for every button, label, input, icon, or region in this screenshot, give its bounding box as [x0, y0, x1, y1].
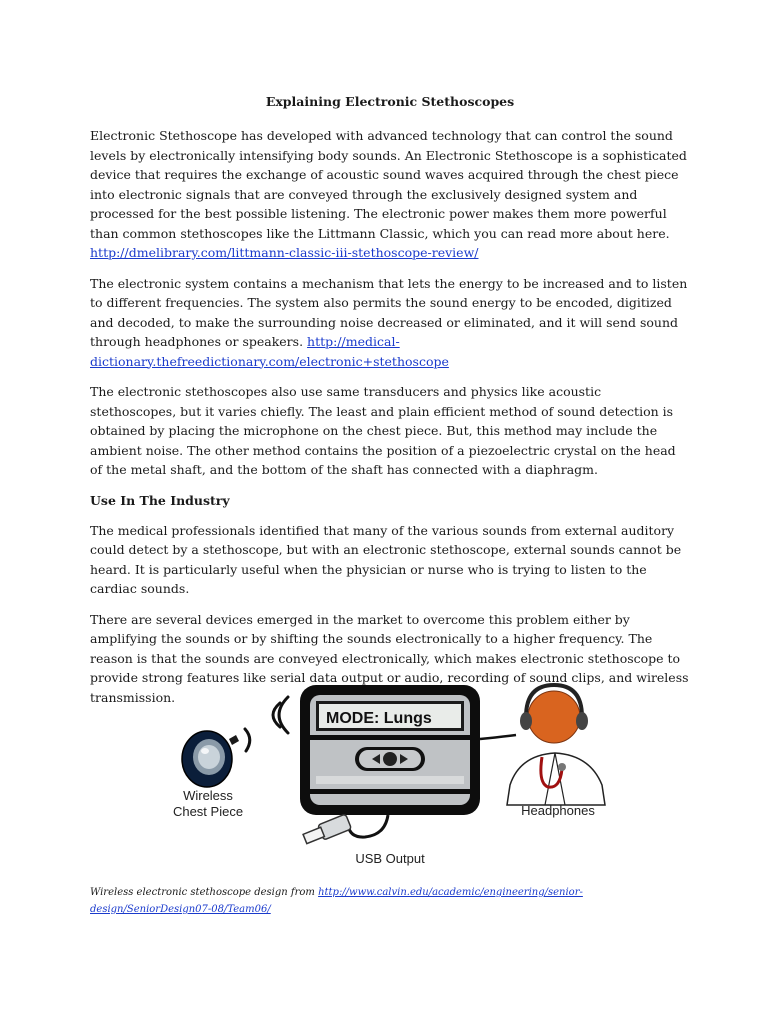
- paragraph-5: There are several devices emerged in the market to overcome this problem either by amplifying the sounds or by shifting the sounds electronically to a higher frequency. The reason is that the sounds are conveyed electronically, which makes electronic stethoscope to provide strong features like serial data output or audio, recording of sound clips, and wireless transmission.: [90, 611, 689, 705]
- medical-dictionary-link[interactable]: http://medical-dictionary.thefreedictionary.com/electronic+stethoscope: [90, 334, 449, 369]
- label-usb-output: USB Output: [355, 851, 425, 866]
- paragraph-4: The medical professionals identified that many of the various sounds from external auditory could detect by a stethoscope, but with an electronic stethoscope, external sounds cannot be heard. It is particularly useful when the physician or nurse who is trying to listen to the cardiac sounds.: [90, 522, 682, 596]
- paragraph-1-text: Electronic Stethoscope has developed with advanced technology that can control the sound levels by electronically intensifying body sounds. An Electronic Stethoscope is a sophisticated device that requires the exchange of acoustic sound waves acquired through the chest piece into electronic signals that are conveyed through the exclusively designed system and processed for the best possible listening. The electronic power makes them more powerful than common stethoscopes like the Littmann Classic, which you can read more about here.: [90, 128, 687, 241]
- document-body: [90, 92, 690, 718]
- section-heading-industry: Use In The Industry: [90, 492, 230, 508]
- label-wireless: Wireless: [183, 788, 233, 803]
- device-buttons: [355, 747, 425, 771]
- calvin-design-link[interactable]: http://www.calvin.edu/academic/engineering/senior-design/SeniorDesign07-08/Team06/: [90, 887, 583, 915]
- label-chest-piece: Chest Piece: [172, 804, 244, 819]
- device-screen-text: MODE: Lungs: [326, 710, 432, 727]
- wireless-wave-icon: [245, 697, 288, 751]
- usb-plug-icon: [302, 814, 388, 846]
- chest-piece-icon: [182, 731, 239, 787]
- paragraph-2-text: The electronic system contains a mechanism that lets the energy to be increased and to listen to different frequencies. The system also permits the sound energy to be encoded, digitized and decoded, to make the surrounding noise decreased or eliminated, and it will send sound through headphones or speakers.: [90, 275, 688, 349]
- caption-text: Wireless electronic stethoscope design from: [90, 887, 319, 898]
- diagram-svg: [150, 665, 630, 880]
- doctor-headphones-icon: [507, 685, 605, 805]
- paragraph-3: The electronic stethoscopes also use same transducers and physics like acoustic stethoscopes, but it varies chiefly. The least and plain efficient method of sound detection is obtained by placing the microphone on the chest piece. But, this method may include the ambient noise. The other method contains the position of a piezoelectric crystal on the head of the metal shaft, and the bottom of the shaft has connected with a diaphragm.: [90, 384, 676, 477]
- record-button-icon: [383, 752, 397, 766]
- paragraph-2: [90, 274, 690, 372]
- document-title: Explaining Electronic Stethoscopes: [265, 94, 515, 109]
- paragraph-1: [90, 126, 690, 263]
- stethoscope-diagram: [150, 665, 630, 880]
- littmann-review-link[interactable]: http://dmelibrary.com/littmann-classic-iii-stethoscope-review/: [90, 245, 479, 260]
- label-headphones: Headphones: [521, 803, 595, 818]
- figure-caption: [90, 884, 690, 918]
